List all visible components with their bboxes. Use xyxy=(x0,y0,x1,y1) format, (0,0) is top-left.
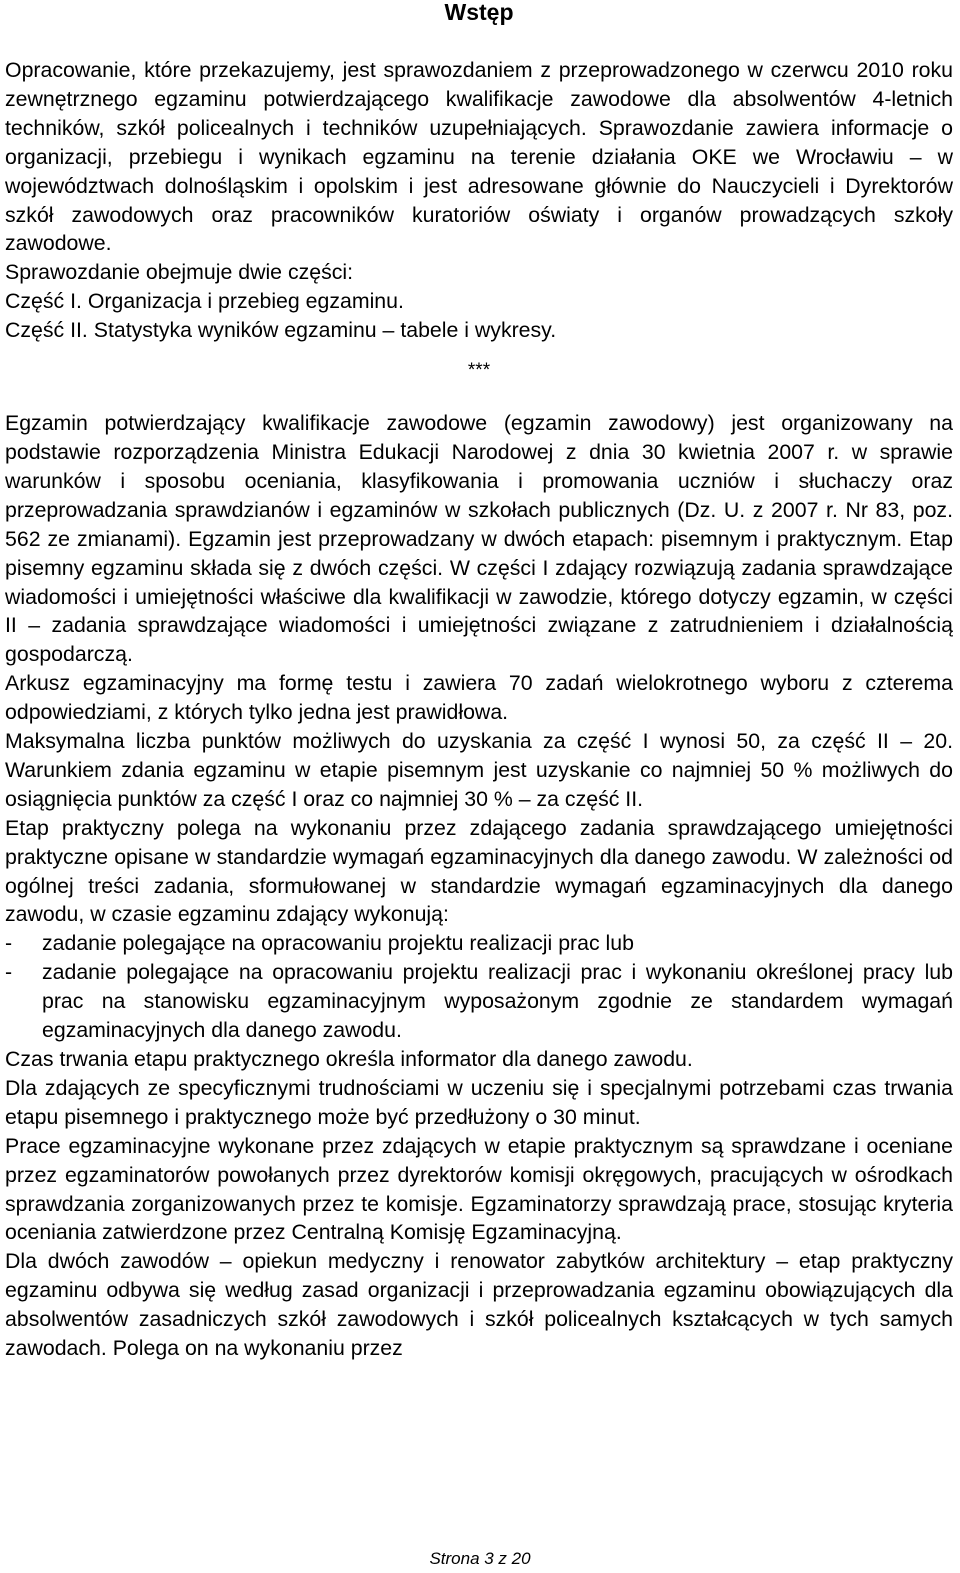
exam-sheet-paragraph: Arkusz egzaminacyjny ma formę testu i zawiera 70 zadań wielokrotnego wyboru z czterema odpowiedziami, z których tylko jedna jest prawidłowa. xyxy=(5,671,953,725)
document-page xyxy=(5,0,953,1363)
special-professions-paragraph: Dla dwóch zawodów – opiekun medyczny i renowator zabytków architektury – etap praktyczny egzaminu odbywa się według zasad organizacji i przeprowadzania egzaminu obowiązujących dla absolwentów zasadniczych szkół zawodowych i szkół policealnych kształcących w tych samych zawodach. Polega on na wykonaniu przez xyxy=(5,1249,953,1361)
list-item xyxy=(5,958,953,1045)
part-two-line: Część II. Statystyka wyników egzaminu – tabele i wykresy. xyxy=(5,318,557,343)
list-marker: - xyxy=(5,931,13,956)
section-separator: *** xyxy=(467,360,491,382)
list-item xyxy=(5,929,953,958)
list-marker: - xyxy=(5,960,13,985)
parts-intro: Sprawozdanie obejmuje dwie części: xyxy=(5,260,354,285)
practical-duration-paragraph: Czas trwania etapu praktycznego określa informator dla danego zawodu. xyxy=(5,1047,693,1071)
max-points-paragraph: Maksymalna liczba punktów możliwych do uzyskania za część I wynosi 50, za część II – 20. Warunkiem zdania egzaminu w etapie pisemnym jest uzyskanie co najmniej 50 % możliwych do osiągnięcia punktów za część I oraz co najmniej 30 % – za część II. xyxy=(5,729,953,811)
list-item-text: zadanie polegające na opracowaniu projektu realizacji prac i wykonaniu określonej pracy lub prac na stanowisku egzaminacyjnym wyposażonym zgodnie ze standardem wymagań egzaminacyjnych dla danego zawodu. xyxy=(42,960,953,1043)
part-one-line: Część I. Organizacja i przebieg egzaminu. xyxy=(5,289,404,314)
exam-legal-basis-paragraph: Egzamin potwierdzający kwalifikacje zawodowe (egzamin zawodowy) jest organizowany na podstawie rozporządzenia Ministra Edukacji Narodowej z dnia 30 kwietnia 2007 r. w sprawie warunków i sposobu oceniania, klasyfikowania i promowania uczniów i słuchaczy oraz przeprowadzania sprawdzianów i egzaminów w szkołach publicznych (Dz. U. z 2007 r. Nr 83, poz. 562 ze zmianami). Egzamin jest przeprowadzany w dwóch etapach: pisemnym i praktycznym. Etap pisemny egzaminu składa się z dwóch części. W części I zdający rozwiązują zadania sprawdzające wiadomości i umiejętności właściwe dla kwalifikacji w zawodzie, którego dotyczy egzamin, w części II – zadania sprawdzające wiadomości i umiejętności związane z zatrudnieniem i działalnością gospodarczą. xyxy=(5,411,953,667)
practical-stage-paragraph: Etap praktyczny polega na wykonaniu przez zdającego zadania sprawdzającego umiejętności praktyczne opisane w standardzie wymagań egzaminacyjnych dla danego zawodu. W zależności od ogólnej treści zadania, sformułowanej w standardzie wymagań egzaminacyjnych dla danego zawodu, w czasie egzaminu zdający wykonują: xyxy=(5,815,953,927)
special-needs-paragraph: Dla zdających ze specyficznymi trudnościami w uczeniu się i specjalnymi potrzebami czas trwania etapu pisemnego i praktycznego może być przedłużony o 30 minut. xyxy=(5,1075,953,1129)
page-number: Strona 3 z 20 xyxy=(429,1549,531,1568)
list-item-text: zadanie polegające na opracowaniu projektu realizacji prac lub xyxy=(42,931,634,956)
task-list xyxy=(5,929,953,1045)
page-title: Wstęp xyxy=(444,0,514,25)
grading-paragraph: Prace egzaminacyjne wykonane przez zdających w etapie praktycznym są sprawdzane i oceniane przez egzaminatorów powołanych przez dyrektorów komisji okręgowych, pracujących w ośrodkach sprawdzania zorganizowanych przez te komisje. Egzaminatorzy sprawdzają prace, stosując kryteria oceniania zatwierdzone przez Centralną Komisję Egzaminacyjną. xyxy=(5,1133,953,1245)
intro-paragraph: Opracowanie, które przekazujemy, jest sprawozdaniem z przeprowadzonego w czerwcu 2010 roku zewnętrznego egzaminu potwierdzającego kwalifikacje zawodowe dla absolwentów 4-letnich techników, szkół policealnych i techników uzupełniających. Sprawozdanie zawiera informacje o organizacji, przebiegu i wynikach egzaminu na terenie działania OKE we Wrocławiu – w województwach dolnośląskim i opolskim i jest adresowane głównie do Nauczycieli i Dyrektorów szkół zawodowych oraz pracowników kuratoriów oświaty i organów prowadzących szkoły zawodowe. xyxy=(5,58,953,256)
